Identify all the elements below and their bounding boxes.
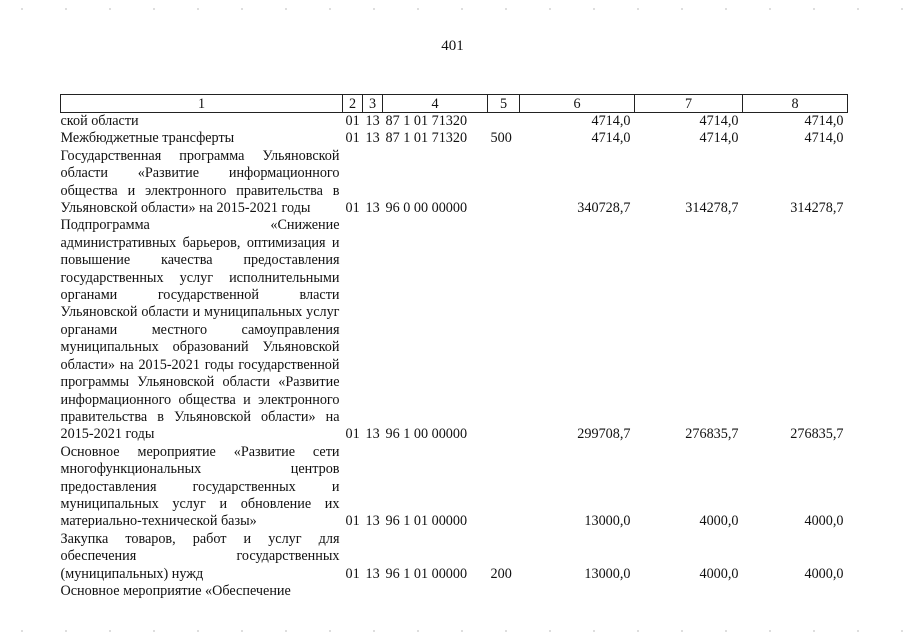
row-amount-col6-cell: 4714,0 [591,130,631,147]
column-header-6: 6 [520,95,635,113]
scan-artifact-bottom [0,630,905,632]
row-target-article-cell: 96 1 01 00000 [385,565,468,582]
row-name-cell: Основное мероприятие «Обеспечение [60,582,291,599]
column-header-3: 3 [363,95,383,113]
row-target-article-cell: 96 1 01 00000 [385,513,468,530]
column-header-1: 1 [61,95,343,113]
row-name-cell: Основное мероприятие «Развитие сети многофункциональных центров предоставления государственных и муниципальных услуг и обновление их материально-технической базы» [60,443,340,530]
row-section-cell: 01 [345,426,360,443]
row-amount-col8-cell: 4714,0 [804,130,844,147]
row-expense-type-cell: 200 [490,565,512,582]
row-amount-col8-cell [743,583,848,600]
row-target-article-cell: 96 0 00 00000 [385,200,468,217]
row-name-cell: Подпрограмма «Снижение административных барьеров, оптимизация и повышение качества предоставления государственных услуг исполнительными органами государственной власти Ульяновской области и муниципальных услуг органами местного самоуправления муниципальных образований Ульяновской области» на 2015-2021 годы государственной программы Ульяновской области «Развитие информационного общества и электронного правительства в Ульяновской области» на 2015-2021 годы [60,217,340,443]
row-section-cell: 01 [345,513,360,530]
row-name-cell: ской области [60,113,139,129]
row-section-cell: 01 [345,113,360,129]
row-amount-col8-cell: 276835,7 [790,426,844,443]
row-amount-col7-cell [635,583,743,600]
page-number: 401 [441,38,464,54]
row-subsection-cell: 13 [365,513,380,530]
row-section-cell: 01 [345,130,360,147]
row-amount-col6-cell: 4714,0 [591,113,631,129]
row-name-cell: Межбюджетные трансферты [60,130,235,147]
row-amount-col7-cell: 4714,0 [699,130,739,147]
row-subsection-cell [363,583,383,600]
column-header-2: 2 [343,95,363,113]
row-target-article-cell [383,583,488,600]
row-amount-col6-cell: 13000,0 [584,565,631,582]
table-row [61,148,848,218]
row-subsection-cell: 13 [365,426,380,443]
table-row [61,583,848,600]
table-row [61,444,848,531]
row-amount-col6-cell: 13000,0 [584,513,631,530]
row-name-cell: Закупка товаров, работ и услуг для обеспечения государственных (муниципальных) нужд [60,530,340,582]
table-row [61,113,848,131]
row-section-cell: 01 [345,565,360,582]
row-expense-type-cell [488,148,520,218]
row-amount-col8-cell: 314278,7 [790,200,844,217]
row-name-cell: Государственная программа Ульяновской области «Развитие информационного общества и электронного правительства в Ульяновской области» на 2015-2021 годы [60,147,340,217]
row-amount-col7-cell: 4000,0 [699,513,739,530]
row-subsection-cell: 13 [365,130,380,147]
budget-table [60,94,848,600]
table-header-row [61,95,848,113]
column-header-5: 5 [488,95,520,113]
row-amount-col7-cell: 4000,0 [699,565,739,582]
row-subsection-cell: 13 [365,113,380,129]
row-expense-type-cell [488,583,520,600]
row-expense-type-cell [488,113,520,131]
row-amount-col6-cell [520,583,635,600]
row-amount-col8-cell: 4000,0 [804,565,844,582]
row-amount-col6-cell: 299708,7 [577,426,631,443]
column-header-4: 4 [383,95,488,113]
row-amount-col7-cell: 276835,7 [685,426,739,443]
row-target-article-cell: 87 1 01 71320 [385,130,468,147]
row-subsection-cell: 13 [365,565,380,582]
row-expense-type-cell: 500 [490,130,512,147]
row-amount-col8-cell: 4000,0 [804,513,844,530]
row-amount-col7-cell: 4714,0 [699,113,739,129]
column-header-7: 7 [635,95,743,113]
row-section-cell: 01 [345,200,360,217]
row-target-article-cell: 96 1 00 00000 [385,426,468,443]
scan-artifact-top [0,8,905,10]
row-subsection-cell: 13 [365,200,380,217]
column-header-8: 8 [743,95,848,113]
table-row [61,531,848,583]
row-target-article-cell: 87 1 01 71320 [385,113,468,129]
row-section-cell [343,583,363,600]
row-amount-col7-cell: 314278,7 [685,200,739,217]
row-amount-col8-cell: 4714,0 [804,113,844,129]
table-row [61,217,848,443]
row-amount-col6-cell: 340728,7 [577,200,631,217]
row-expense-type-cell [488,444,520,531]
row-expense-type-cell [488,217,520,443]
table-row [61,130,848,147]
